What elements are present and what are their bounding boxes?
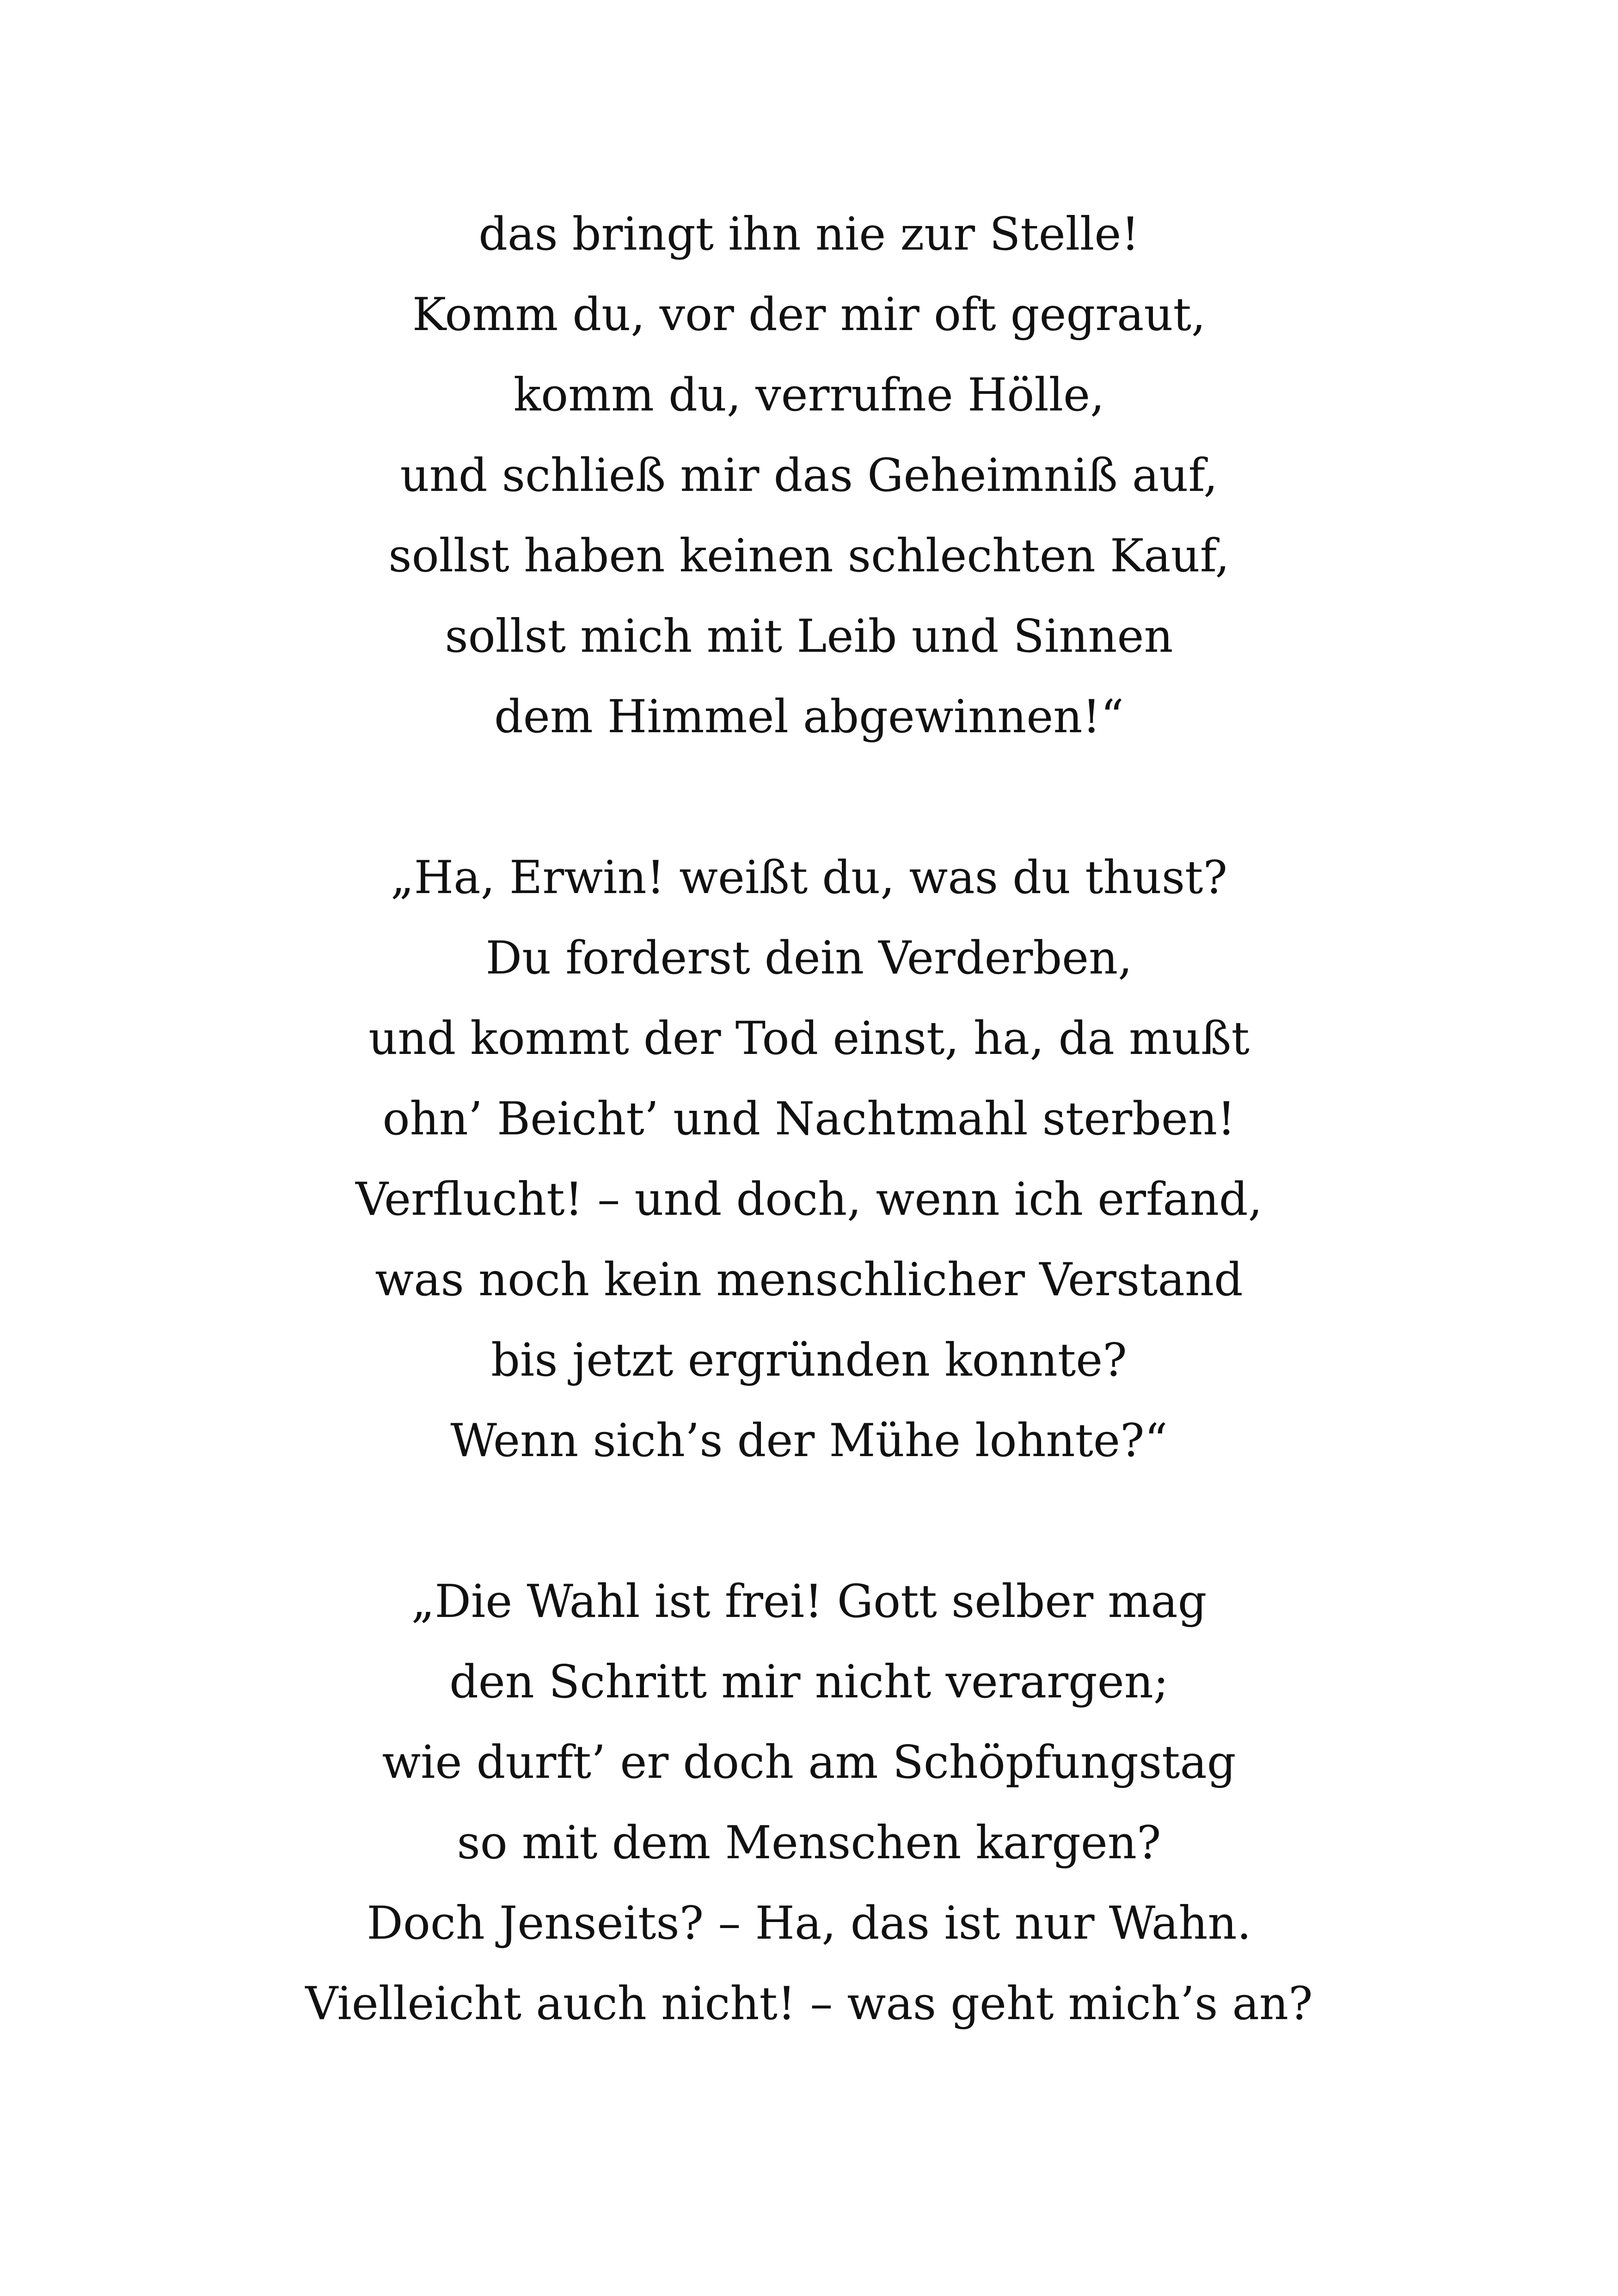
poem-line: „Die Wahl ist frei! Gott selber mag (411, 1575, 1207, 1628)
poem-line: Komm du, vor der mir oft gegraut, (412, 288, 1206, 341)
poem-line: „Ha, Erwin! weißt du, was du thust? (390, 851, 1228, 904)
poem-line: Wenn sich’s der Mühe lohnte?“ (450, 1414, 1168, 1467)
poem-line: so mit dem Menschen kargen? (457, 1817, 1161, 1869)
poem-text (0, 194, 1618, 2044)
poem-line: sollst haben keinen schlechten Kauf, (388, 530, 1230, 582)
stanza-3 (0, 1561, 1618, 2044)
poem-line: was noch kein menschlicher Verstand (375, 1254, 1243, 1306)
stanza-2 (0, 838, 1618, 1481)
poem-line: Verflucht! – und doch, wenn ich erfand, (355, 1173, 1263, 1226)
poem-line: bis jetzt ergründen konnte? (491, 1334, 1127, 1387)
poem-line: und schließ mir das Geheimniß auf, (400, 449, 1218, 502)
poem-line: Vielleicht auch nicht! – was geht mich’s an? (305, 1978, 1313, 2030)
poem-line: dem Himmel abgewinnen!“ (494, 691, 1124, 743)
poem-line: Doch Jenseits? – Ha, das ist nur Wahn. (367, 1897, 1251, 1950)
poem-line: Du forderst dein Verderben, (485, 932, 1133, 985)
poem-line: sollst mich mit Leib und Sinnen (445, 610, 1173, 663)
poem-line: ohn’ Beicht’ und Nachtmahl sterben! (382, 1093, 1236, 1145)
poem-line: das bringt ihn nie zur Stelle! (478, 208, 1140, 261)
poem-line: komm du, verrufne Hölle, (513, 369, 1105, 422)
stanza-1 (0, 194, 1618, 757)
poem-line: den Schritt mir nicht verargen; (449, 1656, 1169, 1708)
poem-line: wie durft’ er doch am Schöpfungstag (382, 1736, 1236, 1789)
poem-line: und kommt der Tod einst, ha, da mußt (368, 1012, 1250, 1065)
